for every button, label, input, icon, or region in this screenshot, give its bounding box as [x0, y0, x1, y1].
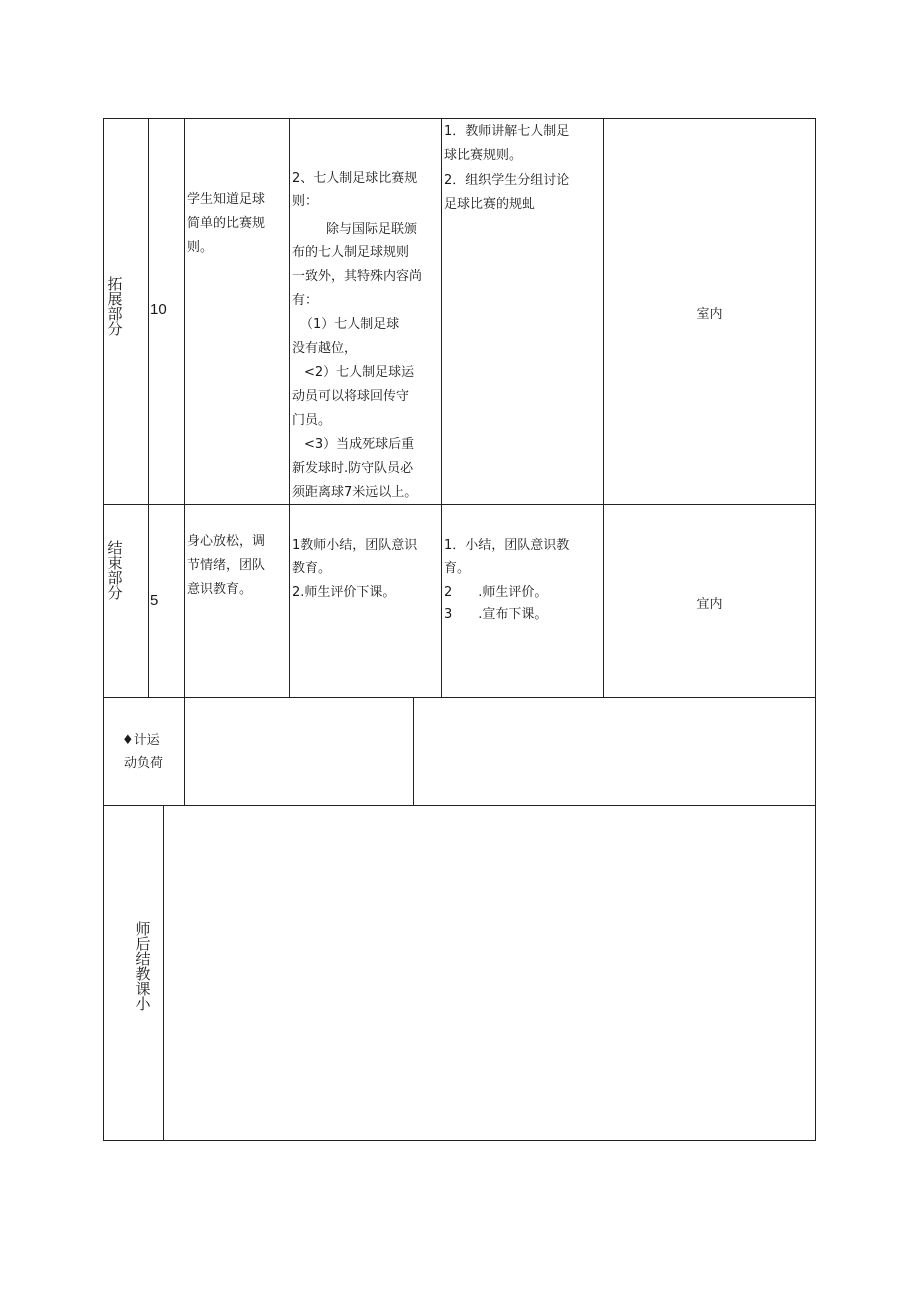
text-line: 有： — [292, 293, 319, 308]
text-line: 1．小结，团队意识教 — [444, 538, 570, 553]
text-line: 节情绪，团队 — [187, 558, 266, 573]
text-line: 动员可以将球回传守 — [292, 389, 410, 404]
text-line: 门员。 — [292, 413, 332, 428]
section-label-closing: 结束部分 — [107, 539, 123, 602]
text-line: 教育。 — [292, 561, 332, 576]
text-line: 新发球时.防守队员必 — [292, 461, 414, 476]
text-line: 球比赛规则。 — [444, 148, 523, 163]
text-line: <3）当成死球后重 — [304, 437, 415, 452]
col-divider — [289, 118, 290, 698]
text-line: 意识教育。 — [187, 582, 253, 597]
text-line: 育。 — [444, 561, 471, 576]
text-line: 简单的比赛规 — [187, 216, 266, 231]
text-line: 须距离球7米远以上。 — [292, 485, 418, 500]
text-line: 学生知道足球 — [187, 192, 266, 207]
col-divider — [148, 118, 149, 698]
col-divider — [413, 697, 414, 806]
text-line: 2 .师生评价。 — [444, 585, 548, 600]
text-line: 2.师生评价下课。 — [292, 585, 396, 600]
text-line: 没有越位， — [292, 341, 358, 356]
text-line: 1．教师讲解七人制足 — [444, 124, 570, 139]
text-line: 身心放松，调 — [187, 534, 266, 549]
text-line: 则。 — [187, 240, 214, 255]
text-line: 3 .宣布下课。 — [444, 607, 548, 622]
text-line: 动负荷 — [124, 756, 164, 771]
col-divider — [184, 118, 185, 698]
row-divider — [103, 697, 816, 698]
table-border-bottom — [103, 1140, 816, 1141]
text-line: （1）七人制足球 — [300, 317, 400, 332]
col-divider — [184, 697, 185, 806]
col-divider — [441, 118, 442, 698]
reflection-label: 师后结教课小 — [135, 920, 151, 1013]
text-line: ♦计运 — [122, 733, 160, 748]
venue-extension: 室内 — [696, 307, 723, 322]
col-divider — [163, 805, 164, 1141]
table-border-top — [103, 118, 816, 119]
row-divider — [103, 504, 816, 505]
text-line: 布的七人制足球规则 — [292, 245, 410, 260]
table-border-right — [815, 118, 816, 1141]
venue-closing: 宜内 — [696, 597, 723, 612]
table-border-left — [103, 118, 104, 1141]
text-line: 1教师小结，团队意识 — [292, 538, 418, 553]
row-divider — [103, 805, 816, 806]
text-line: 则： — [292, 194, 319, 209]
text-line: 除与国际足联颁 — [326, 222, 418, 237]
text-line: 足球比赛的规虬 — [444, 197, 536, 212]
minutes-extension: 10 — [150, 301, 167, 318]
text-line: 2、七人制足球比赛规 — [292, 171, 418, 186]
minutes-closing: 5 — [150, 592, 159, 609]
text-line: 2．组织学生分组讨论 — [444, 173, 570, 188]
text-line: 一致外，其特殊内容尚 — [292, 269, 423, 284]
text-line: <2）七人制足球运 — [304, 365, 415, 380]
section-label-extension: 拓展部分 — [107, 275, 123, 338]
